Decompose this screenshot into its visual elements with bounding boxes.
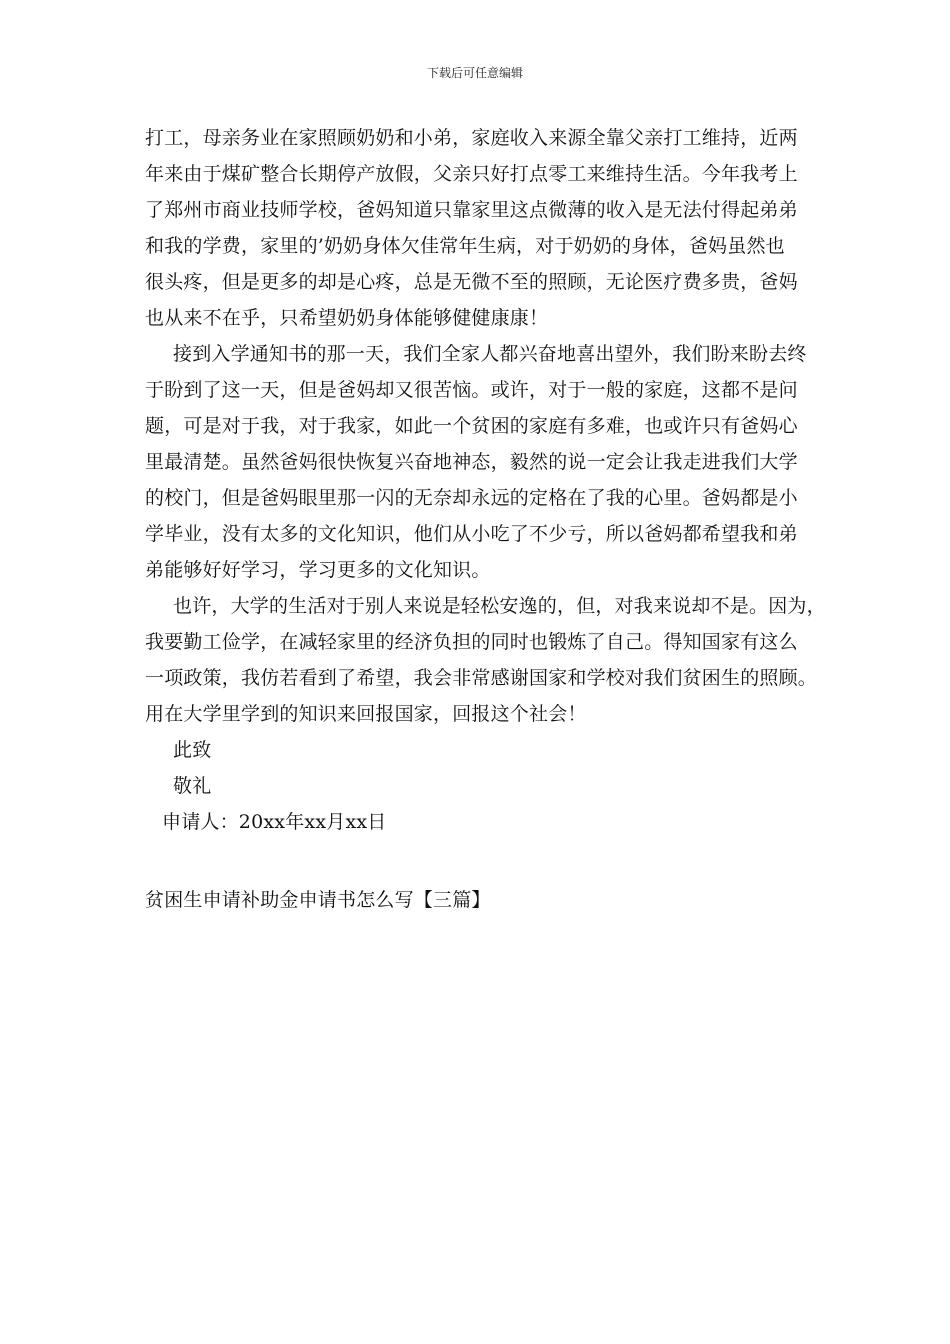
body-line: 于盼到了这一天，但是爸妈却又很苦恼。或许，对于一般的家庭，这都不是问: [145, 379, 798, 401]
body-line: 的校门，但是爸妈眼里那一闪的无奈却永远的定格在了我的心里。爸妈都是小: [145, 487, 798, 509]
body-line: 弟能够好好学习，学习更多的文化知识。: [145, 559, 491, 581]
body-line: 用在大学里学到的知识来回报国家，回报这个社会！: [145, 703, 587, 725]
body-line: 年来由于煤矿整合长期停产放假，父亲只好打点零工来维持生活。今年我考上: [145, 163, 798, 185]
body-line: 了郑州市商业技师学校，爸妈知道只靠家里这点微薄的收入是无法付得起弟弟: [145, 199, 798, 221]
body-line: 很头疼，但是更多的却是心疼，总是无微不至的照顾，无论医疗费多贵，爸妈: [145, 271, 798, 293]
paragraph-start-line: 接到入学通知书的那一天，我们全家人都兴奋地喜出望外，我们盼来盼去终: [173, 343, 807, 365]
closing-regards: 敬礼: [173, 775, 212, 797]
body-line: 我要勤工俭学，在减轻家里的经济负担的同时也锻炼了自己。得知国家有这么: [145, 631, 798, 653]
applicant-signature-line: 申请人：20xx年xx月xx日: [162, 811, 387, 833]
body-line: 打工，母亲务业在家照顾奶奶和小弟，家庭收入来源全靠父亲打工维持，近两: [145, 127, 798, 149]
paragraph-start-line: 也许，大学的生活对于别人来说是轻松安逸的，但，对我来说却不是。因为，: [173, 595, 826, 617]
body-line: 学毕业，没有太多的文化知识，他们从小吃了不少亏，所以爸妈都希望我和弟: [145, 523, 798, 545]
header-note: 下载后可任意编辑: [426, 66, 523, 80]
body-line: 也从来不在乎，只希望奶奶身体能够健健康康！: [145, 307, 549, 329]
closing-salutation: 此致: [173, 739, 212, 761]
document-subtitle: 贫困生申请补助金申请书怎么写【三篇】: [145, 889, 491, 911]
body-line: 题，可是对于我，对于我家，如此一个贫困的家庭有多难，也或许只有爸妈心: [145, 415, 798, 437]
body-line: 一项政策，我仿若看到了希望，我会非常感谢国家和学校对我们贫困生的照顾。: [145, 667, 818, 689]
body-line: 和我的学费，家里的’奶奶身体欠佳常年生病，对于奶奶的身体，爸妈虽然也: [145, 235, 785, 257]
body-line: 里最清楚。虽然爸妈很快恢复兴奋地神态，毅然的说一定会让我走进我们大学: [145, 451, 798, 473]
